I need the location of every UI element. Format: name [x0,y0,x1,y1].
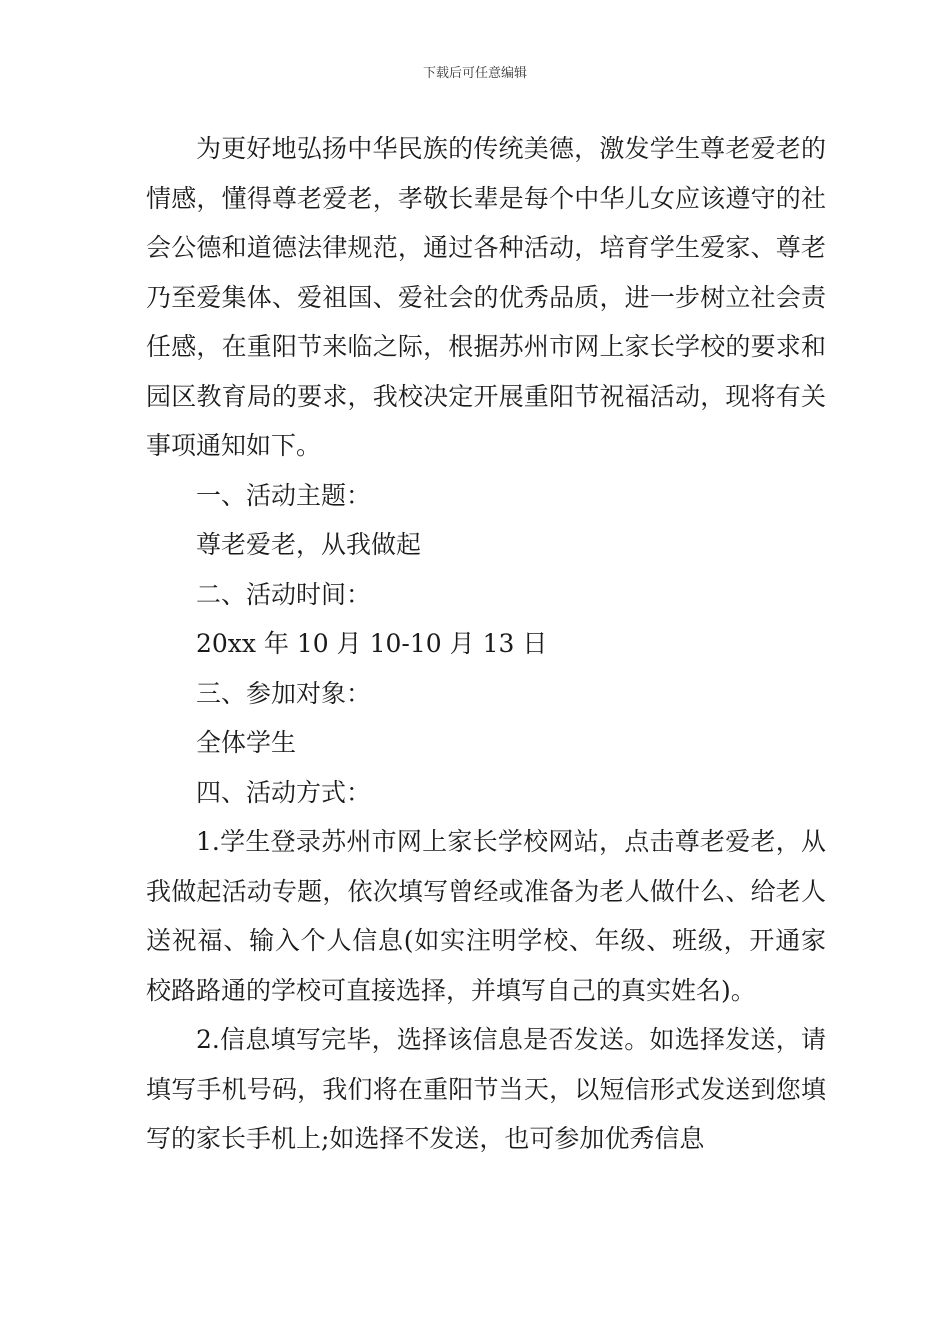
section-heading-method: 四、活动方式： [196,777,372,807]
intro-paragraph: 为更好地弘扬中华民族的传统美德，激发学生尊老爱老的情感，懂得尊老爱老，孝敬长辈是每个中华儿女应该遵守的社会公德和道德法律规范，通过各种活动，培育学生爱家、尊老乃至爱集体、爱祖国、爱社会的优秀品质，进一步树立社会责任感，在重阳节来临之际，根据苏州市网上家长学校的要求和园区教育局的要求，我校决定开展重阳节祝福活动，现将有关事项通知如下。 [146,134,826,460]
document-body [146,124,826,1164]
section-content-theme: 尊老爱老，从我做起 [196,530,422,559]
section-content-participants: 全体学生 [196,728,297,757]
section-heading-time: 二、活动时间： [196,579,372,609]
method-item-2: 2.信息填写完毕，选择该信息是否发送。如选择发送，请填写手机号码，我们将在重阳节当天，以短信形式发送到您填写的家长手机上;如选择不发送，也可参加优秀信息 [146,1025,826,1153]
page-header: 下载后可任意编辑 [422,66,527,81]
section-content-time: 20xx 年 10 月 10-10 月 13 日 [196,629,548,658]
section-heading-participants: 三、参加对象： [196,678,372,708]
method-item-1: 1.学生登录苏州市网上家长学校网站，点击尊老爱老，从我做起活动专题，依次填写曾经或准备为老人做什么、给老人送祝福、输入个人信息(如实注明学校、年级、班级，开通家校路路通的学校可直接选择，并填写自己的真实姓名)。 [146,827,826,1005]
section-heading-theme: 一、活动主题： [196,480,372,510]
